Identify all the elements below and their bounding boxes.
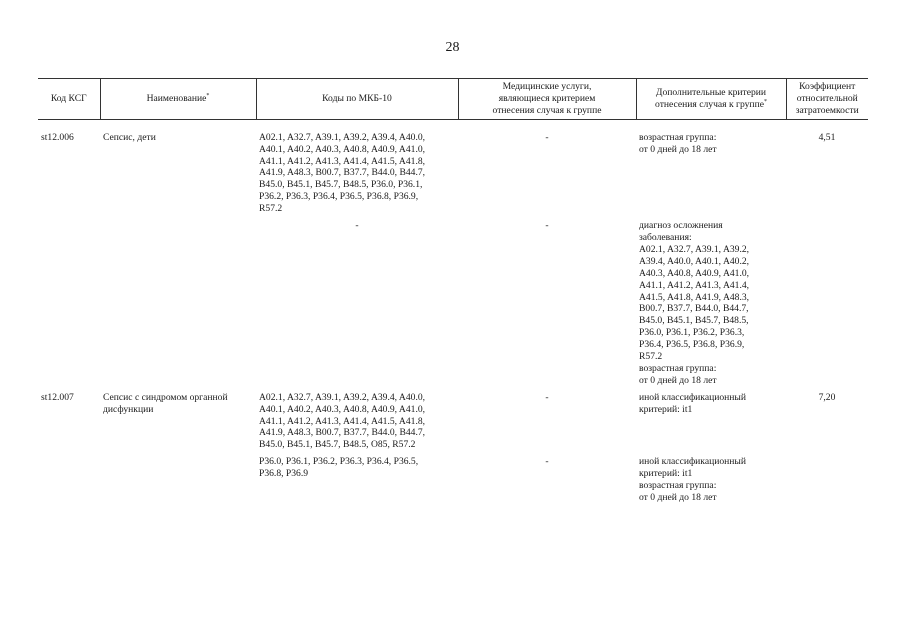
medical-services: - bbox=[545, 391, 549, 403]
page-number: 28 bbox=[445, 40, 460, 55]
medical-services: - bbox=[545, 456, 549, 468]
medical-services: - bbox=[545, 131, 549, 143]
coefficient bbox=[786, 220, 868, 387]
table-header-row bbox=[38, 79, 868, 120]
coefficient: 4,51 bbox=[818, 131, 836, 143]
table-row bbox=[38, 220, 868, 387]
ksg-name bbox=[100, 220, 256, 387]
header-services: Медицинские услуги, являющиеся критерием отнесения случая к группе bbox=[458, 79, 636, 120]
ksg-name: Сепсис с синдромом органной дисфункции bbox=[103, 391, 228, 415]
medical-services: - bbox=[545, 220, 549, 232]
mkb-codes: - bbox=[355, 220, 359, 232]
header-code: Код КСГ bbox=[38, 79, 100, 120]
coefficient bbox=[786, 456, 868, 504]
table-row bbox=[38, 392, 868, 452]
ksg-table bbox=[38, 78, 868, 504]
table-row bbox=[38, 132, 868, 215]
mkb-codes: P36.0, P36.1, P36.2, P36.3, P36.4, P36.5, P36.8, P36.9 bbox=[259, 456, 419, 480]
ksg-code bbox=[38, 456, 100, 504]
ksg-name bbox=[100, 456, 256, 504]
extra-criteria: возрастная группа: от 0 дней до 18 лет bbox=[639, 131, 717, 155]
coefficient: 7,20 bbox=[818, 391, 836, 403]
header-coefficient: Коэффициент относительной затратоемкости bbox=[786, 79, 868, 120]
header-criteria: Дополнительные критерии отнесения случая к группе* bbox=[636, 79, 786, 120]
extra-criteria: иной классификационный критерий: it1 bbox=[639, 391, 746, 415]
extra-criteria: диагноз осложнения заболевания: A02.1, A32.7, A39.1, A39.2, A39.4, A40.0, A40.1, A40.2, A40.3, A40.8, A40.9, A41.0, A41.1, A41.2, A41.3, A41.4, A41.5, A41.8, A41.9, A48.3, B00.7, B37.7, B44.0, B44.7, B45.0, B45.1, B45.7, B48.5, P36.0, P36.1, P36.2, P36.3, P36.4, P36.5, P36.8, P36.9, R57.2 возрастная группа: от 0 дней до 18 лет bbox=[639, 220, 750, 386]
header-name: Наименование* bbox=[100, 79, 256, 120]
ksg-code: st12.007 bbox=[41, 391, 74, 403]
ksg-code bbox=[38, 220, 100, 387]
extra-criteria: иной классификационный критерий: it1 возрастная группа: от 0 дней до 18 лет bbox=[639, 456, 746, 503]
ksg-name: Сепсис, дети bbox=[103, 131, 156, 143]
mkb-codes: A02.1, A32.7, A39.1, A39.2, A39.4, A40.0, A40.1, A40.2, A40.3, A40.8, A40.9, A41.0, A41.1, A41.2, A41.3, A41.4, A41.5, A41.8, A41.9, A48.3, B00.7, B37.7, B44.0, B44.7, B45.0, B45.1, B45.7, B48.5, P36.0, P36.1, P36.2, P36.3, P36.4, P36.5, P36.8, P36.9, R57.2 bbox=[259, 131, 426, 215]
table-row bbox=[38, 456, 868, 504]
ksg-code: st12.006 bbox=[41, 131, 74, 143]
header-mkb: Коды по МКБ-10 bbox=[256, 79, 458, 120]
mkb-codes: A02.1, A32.7, A39.1, A39.2, A39.4, A40.0, A40.1, A40.2, A40.3, A40.8, A40.9, A41.0, A41.1, A41.2, A41.3, A41.4, A41.5, A41.8, A41.9, A48.3, B00.7, B37.7, B44.0, B44.7, B45.0, B45.1, B45.7, B48.5, O85, R57.2 bbox=[259, 391, 426, 451]
